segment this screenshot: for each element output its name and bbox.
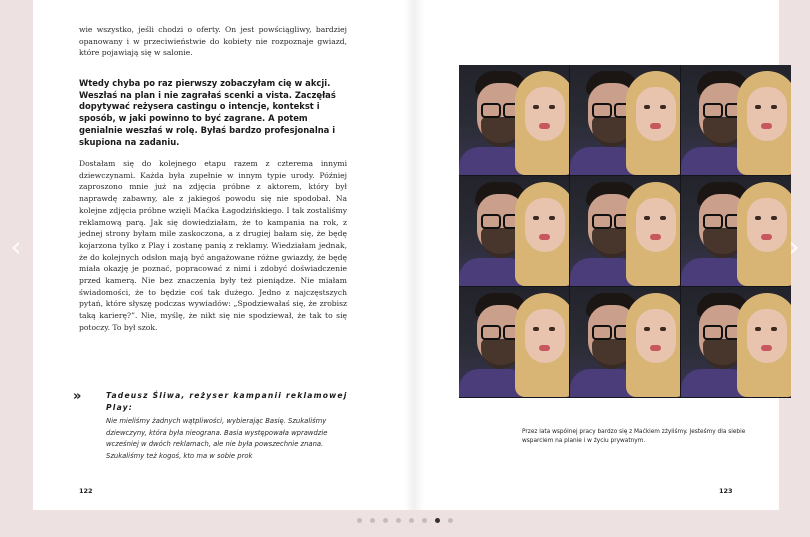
pagination-dot[interactable]	[357, 518, 362, 523]
photo-frame	[459, 65, 569, 175]
photo-frame	[570, 176, 680, 286]
photo-frame	[681, 176, 791, 286]
interview-question: Wtedy chyba po raz pierwszy zobaczyłam cię w akcji. Weszłaś na plan i nie zagrałaś scenki a vista. Zaczęłaś dopytywać reżysera castingu o intencje, kontekst i sposób, w jaki powinno to być zagrane. A potem genialnie weszłaś w rolę. Byłaś bardzo profesjonalna i skupiona na zadaniu.	[79, 78, 336, 147]
quote-text: Nie mieliśmy żadnych wątpliwości, wybierając Basię. Szukaliśmy dziewczyny, która była nieograna. Basia występowała wprawdzie wcześniej w dwóch reklamach, ale nie była powszechnie znana. Szukaliśmy też kogoś, kto ma w sobie prok	[106, 417, 328, 461]
pagination-dot[interactable]	[396, 518, 401, 523]
chevron-left-icon[interactable]: ‹	[10, 230, 22, 263]
page-number-right: 123	[719, 487, 733, 495]
photo-frame	[681, 65, 791, 175]
interview-answer: Dostałam się do kolejnego etapu razem z czterema innymi dziewczynami. Każda była zupełnie w innym typie urody. Później zaproszono mnie już na zdjęcia próbne z aktorem, który był naprawdę zabawny, ale z jakiegoś powodu się nie spodobał. Na kolejne zdjęcia próbne wzięli Maćka Łagodzińskiego. I tak zostaliśmy reklamową parą. Jak się dowiedziałam, że to kampania na rok, z jednej strony byłam mile zaskoczona, a z drugiej bałam się, że będę kojarzona tylko z Play i zostanę panią z reklamy. Wiedziałam jednak, że do kolejnych odsłon mają być angażowane różne gwiazdy, że będę miała okazję je poznać, popracować z nimi i zdobyć doświadczenie przed kamerą. Nie bez znaczenia były też pieniądze. Nie miałam świadomości, że to będzie coś tak dużego. Jedno z najczęstszych pytań, które słyszę podczas wywiadów: „Spodziewałaś się, że zrobisz taką karierę?”. Nie, myślę, że nikt się nie spodziewał, że tak to się potoczy. To był szok.	[79, 159, 347, 332]
right-page	[414, 0, 779, 510]
chevron-right-icon[interactable]: ›	[788, 230, 800, 263]
photo-frame	[570, 65, 680, 175]
page-number-left: 122	[79, 487, 93, 495]
pagination-dot[interactable]	[409, 518, 414, 523]
photo-frame	[459, 176, 569, 286]
photo-frame	[459, 287, 569, 397]
pagination-dot-active[interactable]	[435, 518, 440, 523]
photo-caption: Przez lata wspólnej pracy bardzo się z Maćkiem zżyliśmy. Jesteśmy dla siebie wsparciem na planie i w życiu prywatnym.	[522, 429, 746, 444]
photo-frame	[570, 287, 680, 397]
photo-collage	[459, 65, 791, 398]
pagination-dot[interactable]	[370, 518, 375, 523]
intro-paragraph: wie wszystko, jeśli chodzi o oferty. On jest powściągliwy, bardziej opanowany i w przeciwieństwie do kobiety nie rozpoznaje gwiazd, które pojawiają się w salonie.	[79, 25, 347, 58]
photo-frame	[681, 287, 791, 397]
quote-author: Tadeusz Śliwa, reżyser kampanii reklamowej Play:	[106, 391, 348, 412]
book-spread	[33, 0, 779, 510]
pagination-dot[interactable]	[448, 518, 453, 523]
pagination-dot[interactable]	[422, 518, 427, 523]
left-page	[33, 0, 414, 510]
pagination-dot[interactable]	[383, 518, 388, 523]
quote-mark-icon: »	[73, 389, 82, 404]
